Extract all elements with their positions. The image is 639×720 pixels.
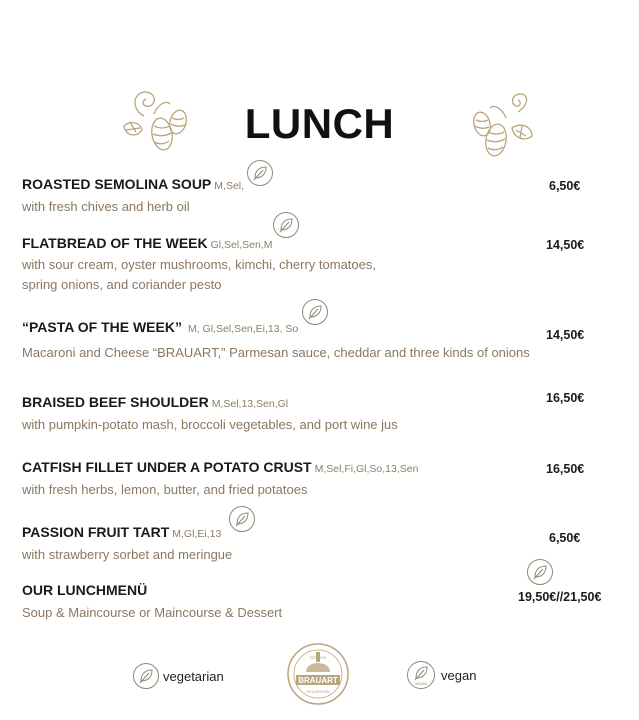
item-allergens: Gl,Sel,Sen,M [210,239,273,251]
logo-text: BRAUART [298,676,338,685]
menu-item [22,394,398,435]
item-allergens: M,Sel, [214,180,245,192]
item-description: with fresh chives and herb oil [22,199,190,214]
item-name: BRAISED BEEF SHOULDER [22,394,209,410]
item-description: Macaroni and Cheese “BRAUART,” Parmesan sauce, cheddar and three kinds of onions [22,345,530,360]
item-name: CATFISH FILLET UNDER A POTATO CRUST [22,459,312,475]
item-name: ROASTED SEMOLINA SOUP [22,176,212,192]
menu-item [22,459,418,500]
item-allergens: M, Gl,Sel,Sen,Ei,13, So [187,323,299,335]
item-name: OUR LUNCHMENÜ [22,582,148,598]
item-description: with pumpkin-potato mash, broccoli vegetables, and port wine jus [22,417,398,432]
item-description: with strawberry sorbet and meringue [22,547,233,562]
item-name: PASSION FRUIT TART [22,524,170,540]
vegetarian-icon [301,298,329,326]
hop-decoration-right-icon [466,90,546,166]
vegan-legend-label: vegan [441,668,477,683]
vegetarian-icon [526,558,554,586]
vegetarian-legend-icon [132,662,160,690]
item-name: FLATBREAD OF THE WEEK [22,235,208,251]
logo-top-text: SEIT 2010 [309,656,327,660]
vegetarian-icon [272,211,300,239]
logo-bottom-text: HEILBRONN [306,689,330,694]
item-description: spring onions, and coriander pesto [22,277,222,292]
item-price: 16,50€ [546,462,585,476]
menu-item [22,582,282,623]
vegetarian-icon [246,159,274,187]
item-price: 14,50€ [546,238,585,252]
vegan-legend-icon [406,660,436,690]
menu-item [22,176,244,217]
item-allergens: M,Sel,13,Sen,Gl [211,398,289,410]
item-description: Soup & Maincourse or Maincourse & Dessert [22,605,283,620]
item-price: 16,50€ [546,391,585,405]
item-price: 19,50€//21,50€ [518,590,602,604]
item-price: 14,50€ [546,328,585,342]
vegan-icon-text: VEGAN [414,682,428,686]
vegetarian-icon [228,505,256,533]
item-price: 6,50€ [549,531,581,545]
menu-item [22,319,530,363]
item-allergens: M,Gl,Ei,13 [172,528,222,540]
menu-item [22,524,232,565]
brauart-logo [286,642,350,706]
vegetarian-legend-label: vegetarian [163,669,224,684]
item-name: “PASTA OF THE WEEK” [22,319,182,335]
page-title: LUNCH [244,100,395,147]
item-allergens: M,Sel,Fi,Gl,So,13,Sen [314,463,419,475]
item-description: with sour cream, oyster mushrooms, kimchi, cherry tomatoes, [22,257,376,272]
item-description: with fresh herbs, lemon, butter, and fried potatoes [22,482,308,497]
item-price: 6,50€ [549,179,581,193]
menu-item [22,235,376,295]
